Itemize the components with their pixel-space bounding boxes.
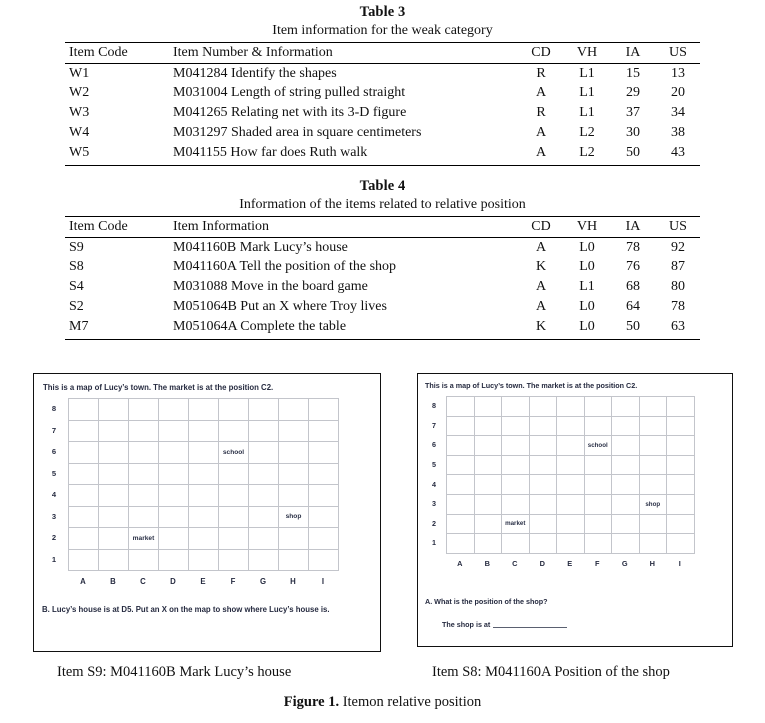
row-label-6: 6: [432, 440, 436, 450]
map-cell-I3[interactable]: [667, 495, 695, 515]
map-cell-E6[interactable]: [189, 442, 219, 464]
map-cell-B2[interactable]: [99, 528, 129, 550]
cell-ia: 30: [626, 125, 640, 141]
cell-vh: L1: [579, 279, 595, 295]
cell-item-code: S4: [69, 279, 84, 295]
map-cell-G1[interactable]: [249, 550, 279, 572]
table-row: [65, 124, 700, 144]
cell-ia: 76: [626, 259, 640, 275]
row-label-5: 5: [432, 460, 436, 470]
cell-cd: K: [518, 318, 564, 339]
map-marker-school: school: [587, 441, 608, 449]
column-header-item-info: Item Number & Information: [173, 43, 518, 64]
cell-item-info: M041265 Relating net with its 3-D figure: [173, 105, 407, 121]
row-label-8: 8: [51, 404, 57, 414]
column-label-H: H: [290, 577, 296, 586]
map-cell-C5[interactable]: [502, 456, 530, 476]
map-cell-D7[interactable]: [530, 417, 558, 437]
map-marker-market: market: [132, 534, 155, 542]
cell-item-info: M051064B Put an X where Troy lives: [173, 299, 387, 315]
map-cell-H1[interactable]: [279, 550, 309, 572]
panel-answer-prompt: [442, 620, 567, 629]
column-label-H: H: [649, 558, 655, 568]
cell-ia: 68: [626, 279, 640, 295]
column-label-E: E: [200, 577, 206, 586]
cell-us: 13: [671, 65, 685, 81]
column-header-cd: CD: [518, 217, 564, 238]
cell-item-code: W3: [69, 105, 90, 121]
map-cell-D5[interactable]: [530, 456, 558, 476]
map-cell-I8[interactable]: [309, 399, 339, 421]
map-cell-E6[interactable]: [557, 436, 585, 456]
cell-item-info: M051064A Complete the table: [173, 318, 518, 339]
map-cell-C1[interactable]: [129, 550, 159, 572]
column-header-vh: VH: [564, 43, 610, 64]
table-header-row: [65, 217, 700, 238]
cell-ia: 50: [610, 318, 656, 339]
cell-item-code: W4: [69, 125, 90, 141]
map-cell-H5[interactable]: [279, 464, 309, 486]
map-cell-G4[interactable]: [249, 485, 279, 507]
map-cell-C6[interactable]: [129, 442, 159, 464]
column-label-G: G: [621, 558, 628, 568]
map-cell-H2[interactable]: [279, 528, 309, 550]
cell-ia: 50: [610, 144, 656, 165]
cell-cd: R: [536, 65, 546, 81]
map-cell-D2[interactable]: [530, 515, 558, 535]
row-labels: [46, 398, 62, 570]
cell-ia: 64: [626, 299, 640, 315]
column-labels: [68, 577, 339, 586]
table-row: [65, 298, 700, 318]
map-cell-F3[interactable]: [219, 507, 249, 529]
map-cell-G4[interactable]: [612, 475, 640, 495]
map-cell-G6[interactable]: [249, 442, 279, 464]
column-label-F: F: [594, 558, 600, 568]
row-label-1: 1: [51, 554, 57, 564]
cell-vh: L0: [579, 239, 595, 255]
map-cell-A7[interactable]: [447, 417, 475, 437]
figure-caption-left: Item S9: M041160B Mark Lucy’s house: [57, 664, 292, 680]
map-cell-C8[interactable]: [129, 399, 159, 421]
table-4-block: [0, 178, 765, 340]
map-cell-A1[interactable]: [447, 534, 475, 554]
map-cell-E4[interactable]: [189, 485, 219, 507]
map-cell-H6[interactable]: [640, 436, 668, 456]
column-header-item-code: Item Code: [65, 217, 173, 238]
map-cell-C4[interactable]: [129, 485, 159, 507]
panel-question-text: B. Lucy’s house is at D5. Put an X on the map to show where Lucy’s house is.: [42, 605, 330, 614]
cell-item-code: S8: [69, 259, 84, 275]
panel-intro-text: This is a map of Lucy’s town. The market is at the position C2.: [43, 383, 274, 392]
map-cell-H7[interactable]: [279, 421, 309, 443]
table-header-row: [65, 43, 700, 64]
map-cell-A3[interactable]: [69, 507, 99, 529]
map-cell-G8[interactable]: [612, 397, 640, 417]
map-cell-E5[interactable]: [189, 464, 219, 486]
column-label-I: I: [678, 558, 681, 568]
map-cell-B6[interactable]: [475, 436, 503, 456]
map-cell-E2[interactable]: [189, 528, 219, 550]
table-4: [65, 216, 700, 340]
cell-item-code: S9: [69, 239, 84, 255]
map-cell-H5[interactable]: [640, 456, 668, 476]
map-cell-C3[interactable]: [502, 495, 530, 515]
table-3-block: [0, 4, 765, 166]
map-cell-G6[interactable]: [612, 436, 640, 456]
column-header-item-code: Item Code: [65, 43, 173, 64]
map-cell-C5[interactable]: [129, 464, 159, 486]
cell-cd: A: [535, 299, 547, 315]
row-label-7: 7: [432, 420, 436, 430]
table-row: [65, 258, 700, 278]
map-cell-A8[interactable]: [447, 397, 475, 417]
map-cell-G3[interactable]: [612, 495, 640, 515]
map-cell-D1[interactable]: [530, 534, 558, 554]
cell-us: 63: [656, 318, 700, 339]
table-row: [65, 104, 700, 124]
column-labels: [446, 559, 695, 568]
column-label-C: C: [140, 577, 146, 586]
row-label-4: 4: [51, 490, 57, 500]
cell-us: 34: [671, 105, 685, 121]
cell-us: 92: [671, 239, 685, 255]
map-cell-E1[interactable]: [557, 534, 585, 554]
map-cell-G2[interactable]: [612, 515, 640, 535]
map-cell-G1[interactable]: [612, 534, 640, 554]
map-cell-H3[interactable]: [640, 495, 668, 515]
map-cell-C7[interactable]: [129, 421, 159, 443]
column-label-A: A: [80, 577, 86, 586]
column-label-I: I: [321, 577, 325, 586]
map-cell-H8[interactable]: [279, 399, 309, 421]
map-cell-I7[interactable]: [667, 417, 695, 437]
map-cell-I1[interactable]: [667, 534, 695, 554]
column-label-F: F: [230, 577, 236, 586]
cell-item-code: W1: [69, 65, 90, 81]
cell-item-info: M031088 Move in the board game: [173, 279, 368, 295]
map-cell-B7[interactable]: [99, 421, 129, 443]
map-marker-market: market: [505, 520, 526, 528]
map-cell-E3[interactable]: [557, 495, 585, 515]
cell-ia: 78: [626, 239, 640, 255]
panel-intro-text: This is a map of Lucy’s town. The market is at the position C2.: [425, 381, 638, 390]
column-label-C: C: [512, 558, 518, 568]
map-cell-D3[interactable]: [530, 495, 558, 515]
map-cell-G5[interactable]: [612, 456, 640, 476]
map-marker-school: school: [222, 448, 245, 456]
row-label-1: 1: [432, 538, 436, 548]
map-cell-A1[interactable]: [69, 550, 99, 572]
map-cell-I5[interactable]: [667, 456, 695, 476]
map-cell-E3[interactable]: [189, 507, 219, 529]
map-cell-I5[interactable]: [309, 464, 339, 486]
map-marker-shop: shop: [645, 500, 661, 508]
table-4-title: Table 4: [359, 178, 406, 194]
cell-vh: L1: [579, 65, 595, 81]
map-cell-A6[interactable]: [69, 442, 99, 464]
map-cell-E7[interactable]: [557, 417, 585, 437]
cell-us: 38: [671, 125, 685, 141]
map-cell-A2[interactable]: [69, 528, 99, 550]
figure-main-caption: [0, 694, 765, 711]
cell-item-info: M041284 Identify the shapes: [173, 65, 337, 81]
map-cell-D2[interactable]: [159, 528, 189, 550]
figure-panel-item-s9: [33, 373, 381, 652]
row-label-2: 2: [51, 533, 57, 543]
cell-ia: 15: [626, 65, 640, 81]
figure-number-label: Figure 1.: [283, 694, 340, 710]
map-cell-B2[interactable]: [475, 515, 503, 535]
map-cell-A7[interactable]: [69, 421, 99, 443]
map-cell-C7[interactable]: [502, 417, 530, 437]
cell-item-info: M041160B Mark Lucy’s house: [173, 239, 348, 255]
map-cell-H1[interactable]: [640, 534, 668, 554]
map-cell-A5[interactable]: [69, 464, 99, 486]
cell-item-info: M031297 Shaded area in square centimeters: [173, 125, 422, 141]
row-label-7: 7: [51, 425, 57, 435]
map-cell-B4[interactable]: [99, 485, 129, 507]
cell-vh: L2: [579, 125, 595, 141]
row-label-8: 8: [432, 401, 436, 411]
map-cells: [68, 398, 339, 571]
map-cell-C8[interactable]: [502, 397, 530, 417]
row-label-3: 3: [51, 511, 57, 521]
map-cell-B1[interactable]: [475, 534, 503, 554]
answer-prompt-label: The shop is at: [442, 620, 491, 629]
map-cell-F8[interactable]: [219, 399, 249, 421]
cell-cd: K: [535, 259, 547, 275]
map-cell-C6[interactable]: [502, 436, 530, 456]
map-cell-E4[interactable]: [557, 475, 585, 495]
column-label-B: B: [484, 558, 490, 568]
map-cell-H3[interactable]: [279, 507, 309, 529]
cell-item-info: M041155 How far does Ruth walk: [173, 144, 518, 165]
cell-ia: 37: [626, 105, 640, 121]
map-cell-F1[interactable]: [585, 534, 613, 554]
map-cell-A6[interactable]: [447, 436, 475, 456]
panel-question-text: A. What is the position of the shop?: [425, 597, 548, 606]
map-cell-H6[interactable]: [279, 442, 309, 464]
column-label-D: D: [539, 558, 545, 568]
map-cell-D8[interactable]: [530, 397, 558, 417]
map-cell-E8[interactable]: [189, 399, 219, 421]
map-cell-A8[interactable]: [69, 399, 99, 421]
column-label-A: A: [457, 558, 463, 568]
table-4-subtitle: Information of the items related to relative position: [239, 197, 526, 212]
cell-cd: A: [518, 144, 564, 165]
map-cell-E7[interactable]: [189, 421, 219, 443]
map-cell-B8[interactable]: [99, 399, 129, 421]
map-cell-A2[interactable]: [447, 515, 475, 535]
cell-us: 80: [671, 279, 685, 295]
cell-item-code: W5: [65, 144, 173, 165]
map-cell-E5[interactable]: [557, 456, 585, 476]
map-cell-F1[interactable]: [219, 550, 249, 572]
map-cell-B7[interactable]: [475, 417, 503, 437]
map-cell-F5[interactable]: [585, 456, 613, 476]
map-cell-I8[interactable]: [667, 397, 695, 417]
map-cell-F2[interactable]: [585, 515, 613, 535]
figure-panel-item-s8: [417, 373, 733, 647]
map-cell-A4[interactable]: [447, 475, 475, 495]
cell-vh: L0: [564, 318, 610, 339]
cell-us: 78: [671, 299, 685, 315]
map-cell-C4[interactable]: [502, 475, 530, 495]
cell-cd: A: [535, 239, 547, 255]
map-cell-F5[interactable]: [219, 464, 249, 486]
map-cell-F3[interactable]: [585, 495, 613, 515]
map-cell-C1[interactable]: [502, 534, 530, 554]
answer-blank-line[interactable]: [493, 627, 567, 628]
map-cell-I1[interactable]: [309, 550, 339, 572]
map-cell-G7[interactable]: [612, 417, 640, 437]
map-cell-F2[interactable]: [219, 528, 249, 550]
column-label-B: B: [110, 577, 116, 586]
row-label-4: 4: [432, 479, 436, 489]
row-labels: [426, 396, 442, 553]
cell-item-code: W2: [69, 85, 90, 101]
table-row: [65, 144, 700, 165]
map-cell-B4[interactable]: [475, 475, 503, 495]
map-cell-B6[interactable]: [99, 442, 129, 464]
map-grid-left: [51, 398, 339, 586]
map-cell-I2[interactable]: [667, 515, 695, 535]
cell-us: 43: [656, 144, 700, 165]
cell-item-info: M041160A Tell the position of the shop: [173, 259, 397, 275]
map-cell-I7[interactable]: [309, 421, 339, 443]
map-cell-D4[interactable]: [159, 485, 189, 507]
map-cell-F4[interactable]: [219, 485, 249, 507]
table-row: [65, 238, 700, 258]
map-cell-F6[interactable]: [219, 442, 249, 464]
map-cell-I6[interactable]: [309, 442, 339, 464]
map-grid-right: [432, 396, 695, 568]
map-cell-H2[interactable]: [640, 515, 668, 535]
map-cell-G7[interactable]: [249, 421, 279, 443]
cell-cd: A: [535, 125, 547, 141]
row-label-3: 3: [432, 499, 436, 509]
row-label-2: 2: [432, 518, 436, 528]
map-cell-H4[interactable]: [640, 475, 668, 495]
map-cell-B1[interactable]: [99, 550, 129, 572]
map-cell-I3[interactable]: [309, 507, 339, 529]
figure-caption-text: Itemon relative position: [342, 694, 482, 710]
cell-ia: 29: [626, 85, 640, 101]
map-cell-I6[interactable]: [667, 436, 695, 456]
map-cell-B8[interactable]: [475, 397, 503, 417]
map-cell-D5[interactable]: [159, 464, 189, 486]
figure-caption-right: Item S8: M041160A Position of the shop: [432, 664, 670, 680]
map-cell-A3[interactable]: [447, 495, 475, 515]
table-row: [65, 84, 700, 104]
cell-vh: L2: [564, 144, 610, 165]
map-cell-G3[interactable]: [249, 507, 279, 529]
column-label-G: G: [259, 577, 267, 586]
row-label-5: 5: [51, 468, 57, 478]
map-cell-F7[interactable]: [585, 417, 613, 437]
map-cell-E2[interactable]: [557, 515, 585, 535]
map-cell-F7[interactable]: [219, 421, 249, 443]
map-cell-H8[interactable]: [640, 397, 668, 417]
map-cell-C2[interactable]: [502, 515, 530, 535]
cell-item-code: S2: [69, 299, 84, 315]
map-marker-shop: shop: [285, 513, 302, 521]
map-cell-I2[interactable]: [309, 528, 339, 550]
map-cell-F8[interactable]: [585, 397, 613, 417]
cell-us: 20: [671, 85, 685, 101]
column-label-E: E: [567, 558, 573, 568]
map-cell-E1[interactable]: [189, 550, 219, 572]
map-cell-D6[interactable]: [530, 436, 558, 456]
table-3-subtitle: Item information for the weak category: [272, 23, 493, 38]
table-3: [65, 42, 700, 166]
map-cell-C3[interactable]: [129, 507, 159, 529]
map-cell-F4[interactable]: [585, 475, 613, 495]
column-header-cd: CD: [518, 43, 564, 64]
cell-cd: R: [536, 105, 546, 121]
column-header-ia: IA: [610, 43, 656, 64]
cell-cd: A: [535, 279, 547, 295]
cell-vh: L0: [579, 299, 595, 315]
map-cell-C2[interactable]: [129, 528, 159, 550]
map-cell-G2[interactable]: [249, 528, 279, 550]
map-cell-F6[interactable]: [585, 436, 613, 456]
column-header-vh: VH: [564, 217, 610, 238]
column-header-ia: IA: [610, 217, 656, 238]
cell-cd: A: [535, 85, 547, 101]
map-cell-B3[interactable]: [475, 495, 503, 515]
map-cell-D6[interactable]: [159, 442, 189, 464]
map-cell-E8[interactable]: [557, 397, 585, 417]
map-cell-G5[interactable]: [249, 464, 279, 486]
map-cell-A4[interactable]: [69, 485, 99, 507]
map-cell-I4[interactable]: [667, 475, 695, 495]
column-header-item-info: Item Information: [173, 217, 518, 238]
map-cell-A5[interactable]: [447, 456, 475, 476]
map-cell-H7[interactable]: [640, 417, 668, 437]
table-row: [65, 318, 700, 339]
map-cell-B3[interactable]: [99, 507, 129, 529]
column-header-us: US: [656, 217, 700, 238]
map-cell-D1[interactable]: [159, 550, 189, 572]
map-cell-I4[interactable]: [309, 485, 339, 507]
cell-vh: L1: [579, 85, 595, 101]
cell-vh: L0: [579, 259, 595, 275]
map-cell-D8[interactable]: [159, 399, 189, 421]
cell-us: 87: [671, 259, 685, 275]
column-label-D: D: [170, 577, 176, 586]
cell-item-info: M031004 Length of string pulled straight: [173, 85, 406, 101]
cell-item-code: M7: [65, 318, 173, 339]
column-header-us: US: [656, 43, 700, 64]
map-cell-D7[interactable]: [159, 421, 189, 443]
row-label-6: 6: [51, 447, 57, 457]
cell-vh: L1: [579, 105, 595, 121]
table-row: [65, 64, 700, 84]
map-cell-D3[interactable]: [159, 507, 189, 529]
table-row: [65, 278, 700, 298]
map-cell-H4[interactable]: [279, 485, 309, 507]
map-cell-D4[interactable]: [530, 475, 558, 495]
map-cell-B5[interactable]: [99, 464, 129, 486]
map-cell-G8[interactable]: [249, 399, 279, 421]
map-cell-B5[interactable]: [475, 456, 503, 476]
map-cells: [446, 396, 695, 554]
table-3-title: Table 3: [359, 4, 406, 20]
